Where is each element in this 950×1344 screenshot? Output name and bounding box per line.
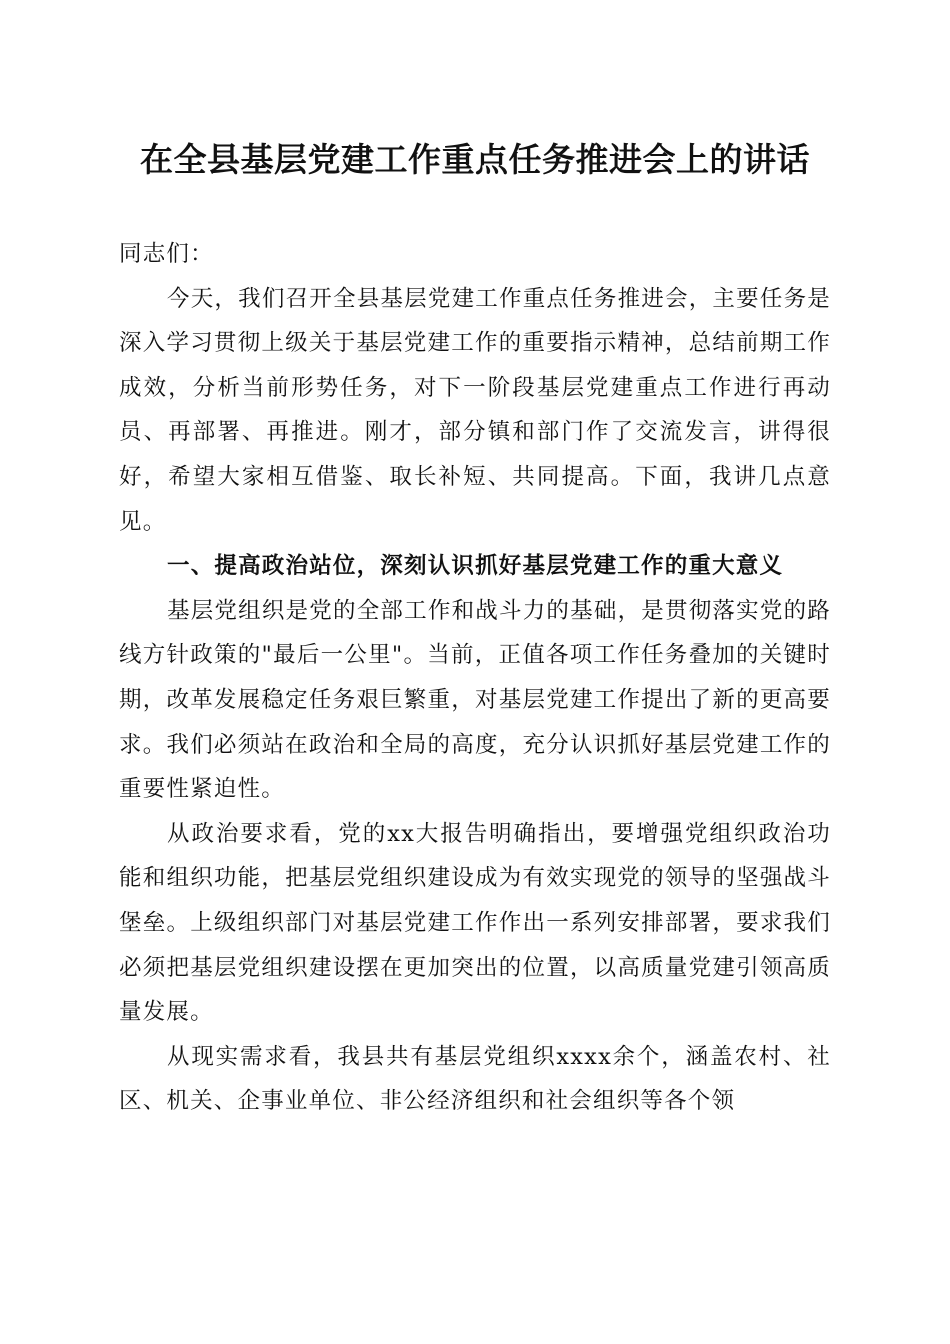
section-paragraph: 从政治要求看，党的xx大报告明确指出，要增强党组织政治功能和组织功能，把基层党组织建设成为有效实现党的领导的坚强战斗堡垒。上级组织部门对基层党建工作作出一系列安排部署，要求我们必须把基层党组织建设摆在更加突出的位置，以高质量党建引领高质量发展。 — [119, 820, 831, 1026]
salutation: 同志们： — [119, 241, 214, 267]
section-paragraph: 从现实需求看，我县共有基层党组织xxxx余个，涵盖农村、社区、机关、企事业单位、非公经济组织和社会组织等各个领 — [119, 1043, 831, 1115]
section-heading: 一、提高政治站位，深刻认识抓好基层党建工作的重大意义 — [167, 553, 784, 580]
document-body — [119, 232, 831, 1124]
section-paragraph: 基层党组织是党的全部工作和战斗力的基础，是贯彻落实党的路线方针政策的"最后一公里"。当前，正值各项工作任务叠加的关键时期，改革发展稳定任务艰巨繁重，对基层党建工作提出了新的更高要求。我们必须站在政治和全局的高度，充分认识抓好基层党建工作的重要性紧迫性。 — [119, 597, 831, 803]
document-title: 在全县基层党建工作重点任务推进会上的讲话 — [140, 140, 810, 179]
intro-paragraph: 今天，我们召开全县基层党建工作重点任务推进会，主要任务是深入学习贯彻上级关于基层党建工作的重要指示精神，总结前期工作成效，分析当前形势任务，对下一阶段基层党建重点工作进行再动员、再部署、再推进。刚才，部分镇和部门作了交流发言，讲得很好，希望大家相互借鉴、取长补短、共同提高。下面，我讲几点意见。 — [119, 285, 831, 535]
